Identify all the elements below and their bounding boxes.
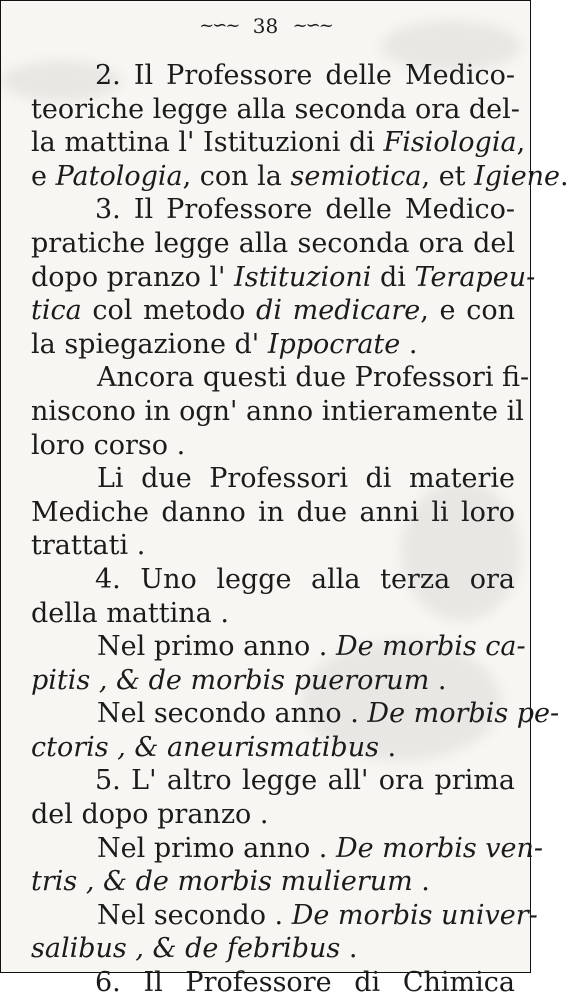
text-line: pitis , & de morbis puerorum . xyxy=(31,664,447,696)
page-number: 38 xyxy=(252,13,279,38)
text-line: 3. Il Professore delle Medico- xyxy=(95,194,515,226)
text-line: Li due Professori di materie xyxy=(97,463,515,495)
text-line: teoriche legge alla seconda ora del- xyxy=(31,93,520,125)
text-line: salibus , & de febribus . xyxy=(31,933,358,965)
text-line: 2. Il Professore delle Medico- xyxy=(95,60,515,91)
page-header xyxy=(1,11,530,39)
text-line: tica col metodo di medicare, e con xyxy=(31,295,515,327)
text-line: la spiegazione d' Ippocrate . xyxy=(31,328,418,360)
text-line: ctoris , & aneurismatibus . xyxy=(31,731,397,763)
text-line: Nel secondo . De morbis univer- xyxy=(97,899,538,931)
text-line: tris , & de morbis mulierum . xyxy=(31,866,430,898)
ornament-left: ~∽~ xyxy=(199,14,239,36)
text-line: 6. Il Professore di Chimica xyxy=(95,967,515,999)
ornament-right: ~∽~ xyxy=(292,14,332,36)
text-line: dopo pranzo l' Istituzioni di Terapeu- xyxy=(31,261,536,293)
text-line: trattati . xyxy=(31,530,146,562)
text-line: loro corso . xyxy=(31,429,186,461)
text-line: Nel primo anno . De morbis ven- xyxy=(97,832,544,864)
text-line: 5. L' altro legge all' ora prima xyxy=(95,765,515,797)
text-line: Nel secondo anno . De morbis pe- xyxy=(97,698,560,730)
text-line: niscono in ogn' anno intieramente il xyxy=(31,395,524,427)
text-line: 4. Uno legge alla terza ora xyxy=(95,563,515,595)
text-line: pratiche legge alla seconda ora del xyxy=(31,227,515,259)
text-line: della mattina . xyxy=(31,597,229,629)
text-line: la mattina l' Istituzioni di Fisiologia, xyxy=(31,127,526,159)
text-line: Nel primo anno . De morbis ca- xyxy=(97,631,526,663)
text-line: Mediche danno in due anni li loro xyxy=(31,496,515,528)
text-line: del dopo pranzo . xyxy=(31,799,269,831)
text-line: Ancora questi due Professori fi- xyxy=(97,362,530,394)
text-line: e Patologia, con la semiotica, et Igiene. xyxy=(31,160,569,192)
body-text xyxy=(31,59,569,1000)
